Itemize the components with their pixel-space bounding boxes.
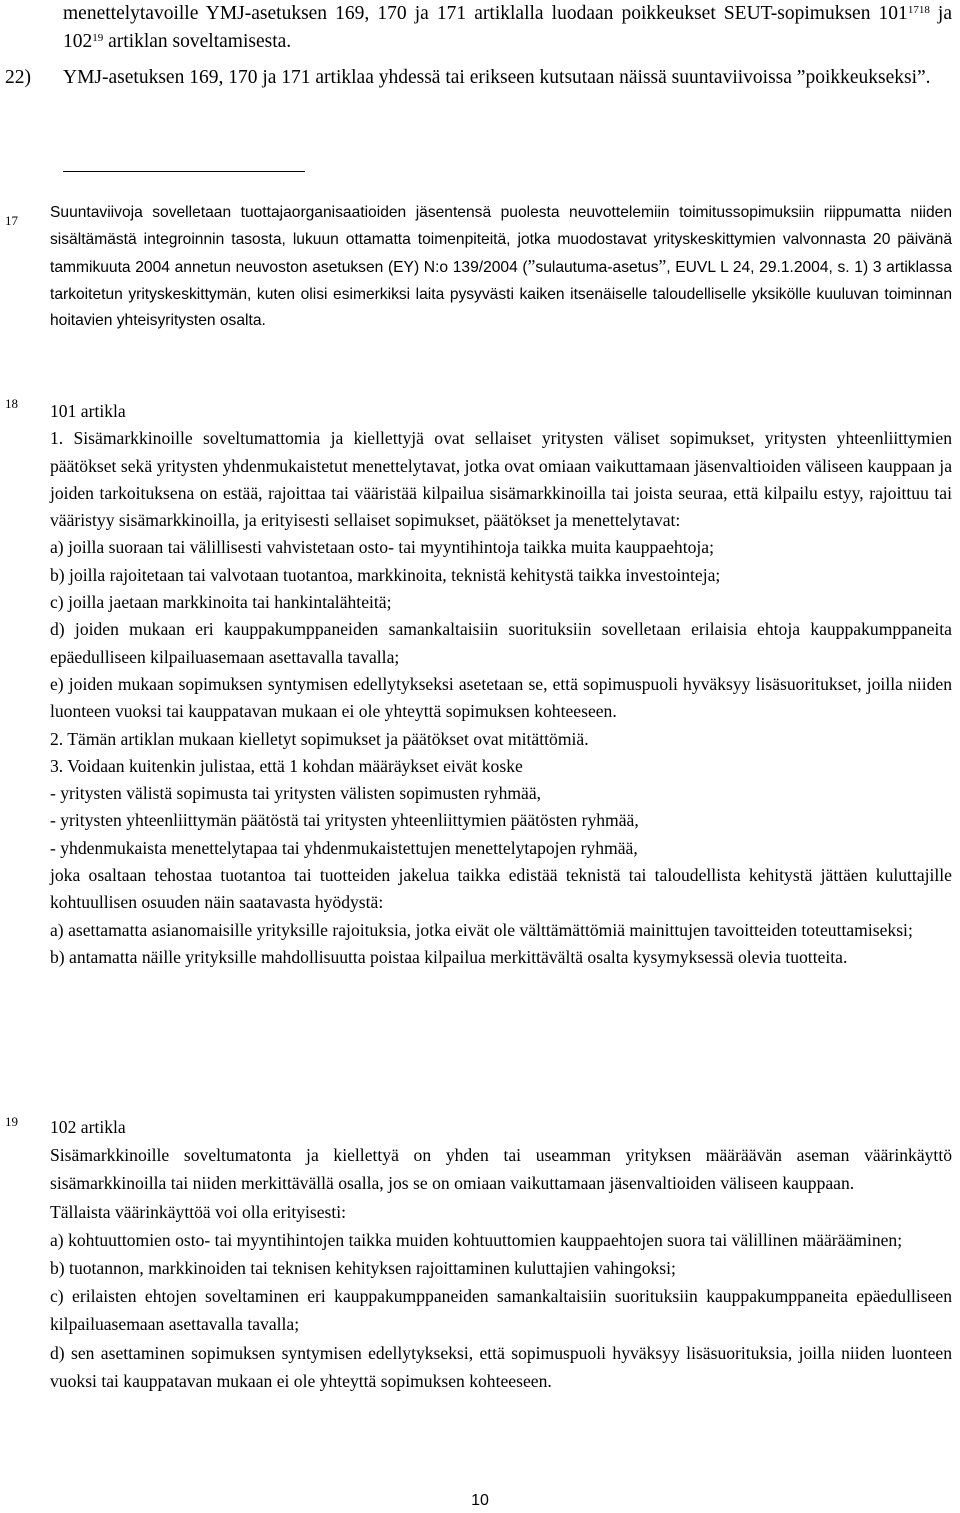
footnote-ref[interactable]: 18 <box>918 4 930 16</box>
article-item: e) joiden mukaan sopimuksen syntymisen edellytykseksi asetetaan se, että sopimuspuoli hyväksyy lisäsuoritukset, joilla niiden luonteen vuoksi tai kauppatavan mukaan ei ole yhteyttä sopimuksen kohteeseen. <box>50 673 952 722</box>
main-text <box>5 0 952 92</box>
article-item: b) antamatta näille yrityksille mahdollisuutta poistaa kilpailua merkittävältä osalta kysymyksessä olevia tuotteita. <box>50 946 848 967</box>
article-item: c) erilaisten ehtojen soveltaminen eri kauppakumppaneiden samankaltaisiin suorituksiin kauppakumppaneita epäedulliseen kilpailuasemaan asettavalla tavalla; <box>50 1286 952 1335</box>
page-number: 10 <box>471 1492 489 1509</box>
footnote-mark-17: 17 <box>5 213 18 228</box>
article-para: joka osaltaan tehostaa tuotantoa tai tuotteiden jakelua taikka edistää teknistä tai taloudellista kehitystä jättäen kuluttajille kohtuullisen osuuden näin saatavasta hyödystä: <box>50 865 952 913</box>
article-para: 3. Voidaan kuitenkin julistaa, että 1 kohdan määräykset eivät koske <box>50 755 523 776</box>
article-heading: 101 artikla <box>50 401 126 421</box>
article-item: a) joilla suoraan tai välillisesti vahvistetaan osto- tai myyntihintoja taikka muita kauppaehtoja; <box>50 537 714 558</box>
article-item: b) tuotannon, markkinoiden tai teknisen kehityksen rajoittaminen kuluttajien vahingoksi; <box>50 1258 676 1279</box>
footnote-19 <box>50 1113 952 1395</box>
footnote-18 <box>50 398 952 971</box>
paragraph-text: YMJ-asetuksen 169, 170 ja 171 artiklaa yhdessä tai erikseen kutsutaan näissä suuntaviivoissa ”poikkeukseksi”. <box>63 67 931 88</box>
article-item: a) asettamatta asianomaisille yrityksille rajoituksia, jotka eivät ole välttämättömiä mainittujen tavoitteiden toteuttamiseksi; <box>50 919 913 940</box>
article-para: 2. Tämän artiklan mukaan kielletyt sopimukset ja päätökset ovat mitättömiä. <box>50 728 589 749</box>
footnote-17: Suuntaviivoja sovelletaan tuottajaorganisaatioiden jäsentensä puolesta neuvottelemiin toimitussopimuksiin riippumatta niiden sisältämästä integroinnin tasosta, lukuun ottamatta toimenpiteitä, jotka muodostavat yrityskeskittymien valvonnasta 20 päivänä tammikuuta 2004 annetun neuvoston asetuksen (EY) N:o 139/2004 (”sulautuma-asetus”, EUVL L 24, 29.1.2004, s. 1) 3 artiklassa tarkoitetun yrityskeskittymän, kuten olisi esimerkiksi laita pysyvästi kaiken itsenäiselle taloudelliselle yksikölle kuuluvan toiminnan hoitavien yhteisyritysten osalta. <box>50 204 953 330</box>
footnote-mark-18: 18 <box>5 396 18 411</box>
article-item: a) kohtuuttomien osto- tai myyntihintojen taikka muiden kohtuuttomien kauppaehtojen suora tai välillinen määrääminen; <box>50 1229 903 1250</box>
footnote-separator <box>63 171 305 172</box>
footnote-ref[interactable]: 19 <box>92 32 104 44</box>
article-item: - yritysten yhteenliittymän päätöstä tai yritysten yhteenliittymien päätösten ryhmää, <box>50 810 639 831</box>
article-para: Tällaista väärinkäyttöä voi olla erityisesti: <box>50 1201 347 1222</box>
article-item: - yritysten välistä sopimusta tai yritysten välisten sopimusten ryhmää, <box>50 783 542 804</box>
article-para: Sisämarkkinoille soveltumatonta ja kiellettyä on yhden tai useamman yrityksen määräävän aseman väärinkäyttö sisämarkkinoilla tai niiden merkittävällä osalla, jos se on omiaan vaikuttamaan jäsenvaltioiden väliseen kauppaan. <box>50 1145 952 1194</box>
paragraph-number: 22) <box>5 67 31 88</box>
article-item: d) sen asettaminen sopimuksen syntymisen edellytykseksi, että sopimuspuoli hyväksyy lisäsuorituksia, joilla niiden luonteen vuoksi tai kauppatavan mukaan ei ole yhteyttä sopimuksen kohteeseen. <box>50 1342 952 1391</box>
article-item: b) joilla rajoitetaan tai valvotaan tuotantoa, markkinoita, teknistä kehitystä taikka investointeja; <box>50 564 721 585</box>
paragraph-22 <box>5 64 952 92</box>
article-heading: 102 artikla <box>50 1117 126 1137</box>
footnote-ref[interactable]: 17 <box>907 4 919 16</box>
article-item: - yhdenmukaista menettelytapaa tai yhdenmukaistettujen menettelytapojen ryhmää, <box>50 837 638 858</box>
paragraph-continuation: menettelytavoille YMJ-asetuksen 169, 170 ja 171 artiklalla luodaan poikkeukset SEUT-sopimuksen $101^{1718}$ ja $102^{19}$ artiklan soveltamisesta. <box>63 3 952 52</box>
article-item: c) joilla jaetaan markkinoita tai hankintalähteitä; <box>50 592 392 613</box>
footnote-mark-19: 19 <box>5 1114 18 1129</box>
article-para: 1. Sisämarkkinoille soveltumattomia ja kiellettyjä ovat sellaiset yritysten väliset sopimukset, yritysten yhteenliittymien päätökset sekä yritysten yhdenmukaistetut menettelytavat, jotka ovat omiaan vaikuttamaan jäsenvaltioiden väliseen kauppaan ja joiden tarkoituksena on estää, rajoittaa tai vääristää kilpailua sisämarkkinoilla tai joista seuraa, että kilpailu estyy, rajoittuu tai vääristyy sisämarkkinoilla, ja erityisesti sellaiset sopimukset, päätökset ja menettelytavat: <box>50 428 952 531</box>
article-item: d) joiden mukaan eri kauppakumppaneiden samankaltaisiin suorituksiin sovelletaan erilaisia ehtoja kauppakumppaneita epäedulliseen kilpailuasemaan asettavalla tavalla; <box>50 619 952 667</box>
